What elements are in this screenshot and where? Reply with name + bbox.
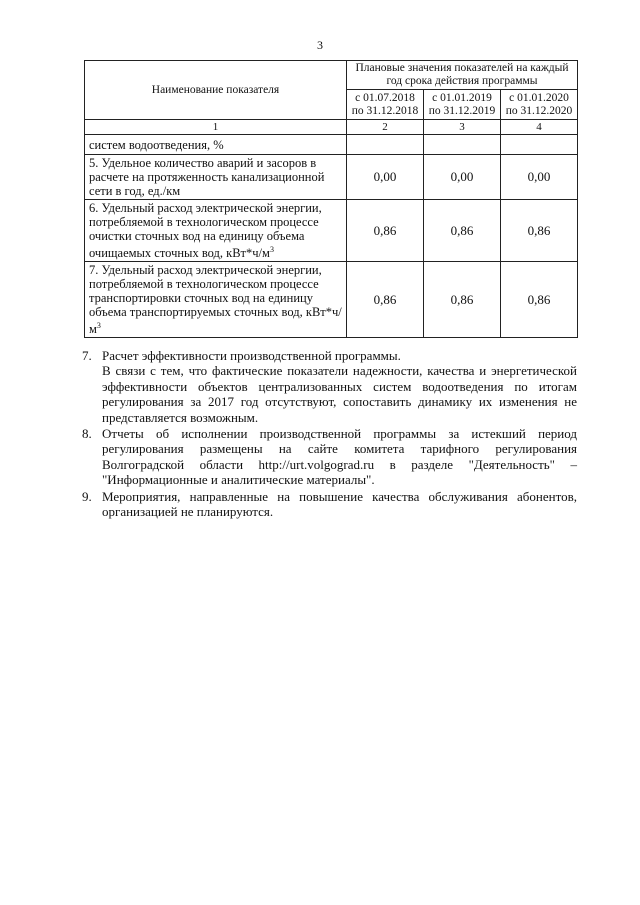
list-item xyxy=(84,426,577,488)
indicators-table xyxy=(84,60,578,338)
column-number: 2 xyxy=(347,120,424,135)
notes-list xyxy=(84,348,577,520)
item-number: 9. xyxy=(82,488,92,504)
indicator-value: 0,00 xyxy=(424,155,501,200)
header-indicator-name: Наименование показателя xyxy=(85,61,347,120)
header-planned-values: Плановые значения показателей на каждый год срока действия программы xyxy=(347,61,578,90)
item-text: В связи с тем, что фактические показатели надежности, качества и энергетической эффективности объектов централизованных систем водоотведения по итогам регулирования за 2017 год отсутствуют, сопоставить динамику их изменения не представляется возможным. xyxy=(102,363,577,425)
item-title: Расчет эффективности производственной программы. xyxy=(102,348,401,363)
indicator-name xyxy=(85,262,347,338)
indicator-name: 5. Удельное количество аварий и засоров в расчете на протяженность канализационной сети в год, ед./км xyxy=(85,155,347,200)
period-to: по 31.12.2019 xyxy=(428,104,496,117)
indicator-name xyxy=(85,200,347,262)
column-number: 3 xyxy=(424,120,501,135)
indicator-value: 0,86 xyxy=(424,262,501,338)
period-to: по 31.12.2020 xyxy=(505,104,573,117)
indicator-name-text: 6. Удельный расход электрической энергии, потребляемой в технологическом процессе очистки сточных вод на единицу объема очищаемых сточных вод, кВт*ч/м xyxy=(89,201,322,261)
table-row xyxy=(85,135,578,155)
period-to: по 31.12.2018 xyxy=(351,104,419,117)
unit-superscript: 3 xyxy=(96,321,101,331)
indicator-value xyxy=(424,135,501,155)
indicator-value: 0,86 xyxy=(347,262,424,338)
column-number: 4 xyxy=(501,120,578,135)
indicator-name-text: 7. Удельный расход электрической энергии, потребляемой в технологическом процессе транспортировки сточных вод на единицу объема транспортируемых сточных вод, кВт*ч/м xyxy=(89,263,342,337)
item-number: 8. xyxy=(82,426,92,442)
period-cell xyxy=(347,90,424,120)
column-number: 1 xyxy=(85,120,347,135)
period-from: с 01.07.2018 xyxy=(355,91,415,104)
indicator-value xyxy=(347,135,424,155)
list-item xyxy=(84,348,577,425)
item-text: Отчеты об исполнении производственной программы за истекший период регулирования размещены на сайте комитета тарифного регулирования Волгоградской области http://urt.volgograd.ru в разделе "Деятельность" – "Информационные и аналитические материалы". xyxy=(102,426,577,488)
item-number: 7. xyxy=(82,348,92,363)
indicator-value xyxy=(501,135,578,155)
period-cell xyxy=(424,90,501,120)
item-text: Мероприятия, направленные на повышение качества обслуживания абонентов, организацией не планируются. xyxy=(102,488,577,520)
period-from: с 01.01.2020 xyxy=(509,91,569,104)
table-row xyxy=(85,262,578,338)
indicator-value: 0,00 xyxy=(501,155,578,200)
indicator-value: 0,86 xyxy=(501,200,578,262)
indicator-value: 0,86 xyxy=(347,200,424,262)
indicator-name: систем водоотведения, % xyxy=(85,135,347,155)
table-row xyxy=(85,155,578,200)
period-cell xyxy=(501,90,578,120)
period-from: с 01.01.2019 xyxy=(432,91,492,104)
indicator-value: 0,86 xyxy=(424,200,501,262)
indicator-value: 0,00 xyxy=(347,155,424,200)
indicator-value: 0,86 xyxy=(501,262,578,338)
table-row xyxy=(85,200,578,262)
list-item xyxy=(84,489,577,520)
page-number: 3 xyxy=(317,38,323,52)
unit-superscript: 3 xyxy=(269,245,274,254)
